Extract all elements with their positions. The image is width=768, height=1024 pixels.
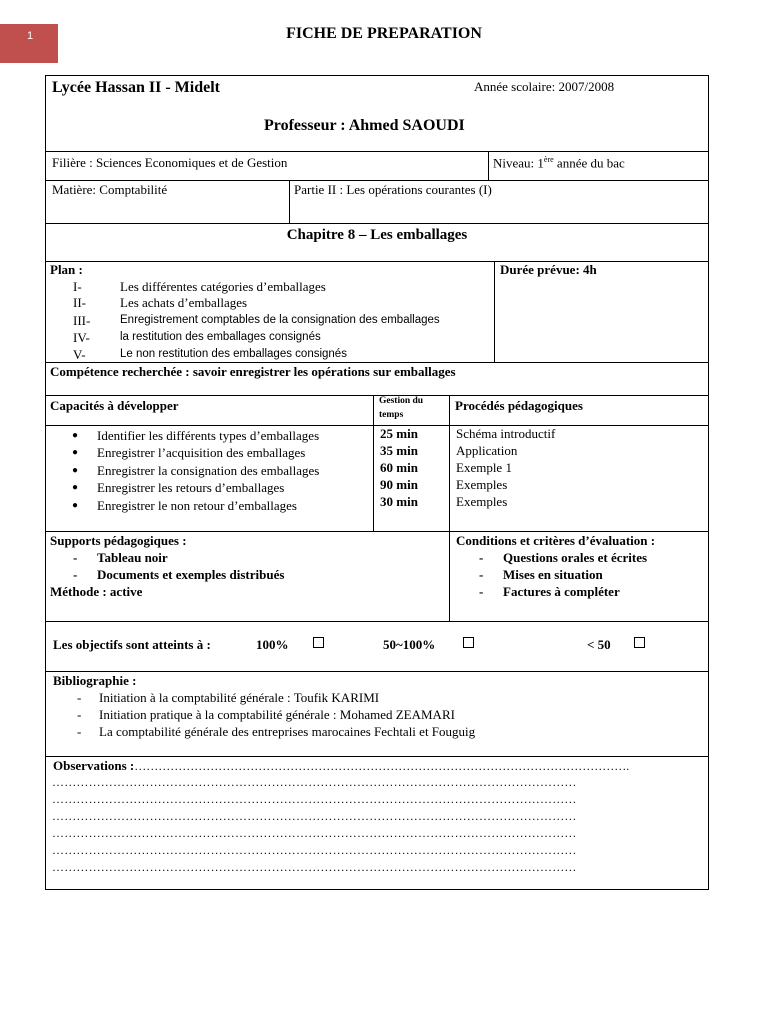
capacite-item: Enregistrer la consignation des emballages [97,463,320,478]
plan-item-number: IV- [73,330,90,345]
column-divider [494,261,495,362]
plan-item: Le non restitution des emballages consignés [120,348,347,360]
bibliographie-item: Initiation à la comptabilité générale : Toufik KARIMI [99,690,380,705]
divider [45,756,709,757]
divider [45,362,709,363]
conditions-label: Conditions et critères d’évaluation : [456,533,656,548]
divider [45,151,709,152]
bibliographie-label: Bibliographie : [53,673,137,688]
capacite-item: Identifier les différents types d’emballages [97,428,320,443]
dash-marker: - [479,567,484,582]
divider [45,531,709,532]
temps-value: 35 min [380,443,418,458]
observation-dotted-line[interactable]: ………………………………………………………………………………………………………………… [52,775,577,789]
bullet-icon: ● [72,465,79,476]
bullet-icon: ● [72,430,79,441]
procede-item: Schéma introductif [456,426,556,441]
partie: Partie II : Les opérations courantes (I) [294,182,492,197]
document-title: FICHE DE PREPARATION [286,25,482,42]
bibliographie-item: La comptabilité générale des entreprises marocaines Fechtali et Fouguig [99,724,476,739]
support-item: Documents et exemples distribués [97,567,285,582]
observation-dotted-line[interactable]: ………………………………………………………………………………………………………………… [52,792,577,806]
capacite-item: Enregistrer les retours d’emballages [97,480,285,495]
dash-marker: - [479,584,484,599]
dash-marker: - [77,707,82,722]
divider [45,395,709,396]
observation-dotted-line[interactable]: ………………………………………………………………………………………………………………… [52,826,577,840]
plan-label: Plan : [50,262,83,277]
capacite-item: Enregistrer le non retour d’emballages [97,498,297,513]
plan-item-number: V- [73,347,86,362]
professor-name: Professeur : Ahmed SAOUDI [264,117,465,134]
school-name: Lycée Hassan II - Midelt [52,79,220,96]
temps-value: 25 min [380,426,418,441]
objectif-option-50-100: 50~100% [383,637,436,652]
bullet-icon: ● [72,482,79,493]
competence: Compétence recherchée : savoir enregistrer les opérations sur emballages [50,364,456,379]
temps-value: 90 min [380,477,418,492]
gestion-header-line1: Gestion du [379,396,424,406]
dash-marker: - [479,550,484,565]
procedes-header: Procédés pédagogiques [455,398,583,413]
objectif-option-100: 100% [256,637,289,652]
dash-marker: - [77,690,82,705]
filiere: Filière : Sciences Economiques et de Gestion [52,155,288,170]
condition-item: Questions orales et écrites [503,550,648,565]
procede-item: Exemples [456,477,508,492]
plan-item-number: III- [73,313,91,328]
temps-value: 30 min [380,494,418,509]
supports-label: Supports pédagogiques : [50,533,187,548]
plan-item-number: I- [73,279,82,294]
school-year: Année scolaire: 2007/2008 [474,79,615,94]
objectif-option-under-50: < 50 [587,637,611,652]
column-divider [449,395,450,621]
procede-item: Exemples [456,494,508,509]
column-divider [289,180,290,223]
bullet-icon: ● [72,500,79,511]
observation-dotted-line[interactable]: ………………………………………………………………………………………………………………… [52,843,577,857]
divider [45,261,709,262]
condition-item: Factures à compléter [503,584,620,599]
observations-label: Observations : [53,758,135,773]
column-divider [373,395,374,531]
plan-item: la restitution des emballages consignés [120,331,321,343]
temps-value: 60 min [380,460,418,475]
condition-item: Mises en situation [503,567,603,582]
divider [45,425,709,426]
checkbox-under-50[interactable] [634,637,645,648]
plan-item: Les achats d’emballages [120,295,248,310]
observation-dotted-line[interactable]: ………………………………………………………………………………………………………………… [52,860,577,874]
divider [45,671,709,672]
capacites-header: Capacités à développer [50,398,179,413]
bibliographie-item: Initiation pratique à la comptabilité générale : Mohamed ZEAMARI [99,707,455,722]
matiere: Matière: Comptabilité [52,182,168,197]
dash-marker: - [73,550,78,565]
plan-item-number: II- [73,295,86,310]
checkbox-50-100[interactable] [463,637,474,648]
plan-item: Enregistrement comptables de la consignation des emballages [120,314,440,326]
observations-line: Observations :……………………………………………………………………………………………………………. [53,758,630,773]
capacite-item: Enregistrer l’acquisition des emballages [97,445,306,460]
plan-item: Les différentes catégories d’emballages [120,279,326,294]
niveau: Niveau: 1ère année du bac [493,155,625,171]
bullet-icon: ● [72,447,79,458]
column-divider [488,151,489,180]
objectifs-label: Les objectifs sont atteints à : [53,637,211,652]
dash-marker: - [73,567,78,582]
support-item: Tableau noir [97,550,168,565]
methode: Méthode : active [50,584,143,599]
divider [45,223,709,224]
gestion-header-line2: temps [379,410,404,420]
divider [45,621,709,622]
procede-item: Exemple 1 [456,460,512,475]
checkbox-100[interactable] [313,637,324,648]
duree-prevue: Durée prévue: 4h [500,262,597,277]
divider [45,180,709,181]
procede-item: Application [456,443,518,458]
chapter-title: Chapitre 8 – Les emballages [286,227,468,243]
dash-marker: - [77,724,82,739]
observation-dotted-line[interactable]: ………………………………………………………………………………………………………………… [52,809,577,823]
page-number: 1 [27,30,34,42]
